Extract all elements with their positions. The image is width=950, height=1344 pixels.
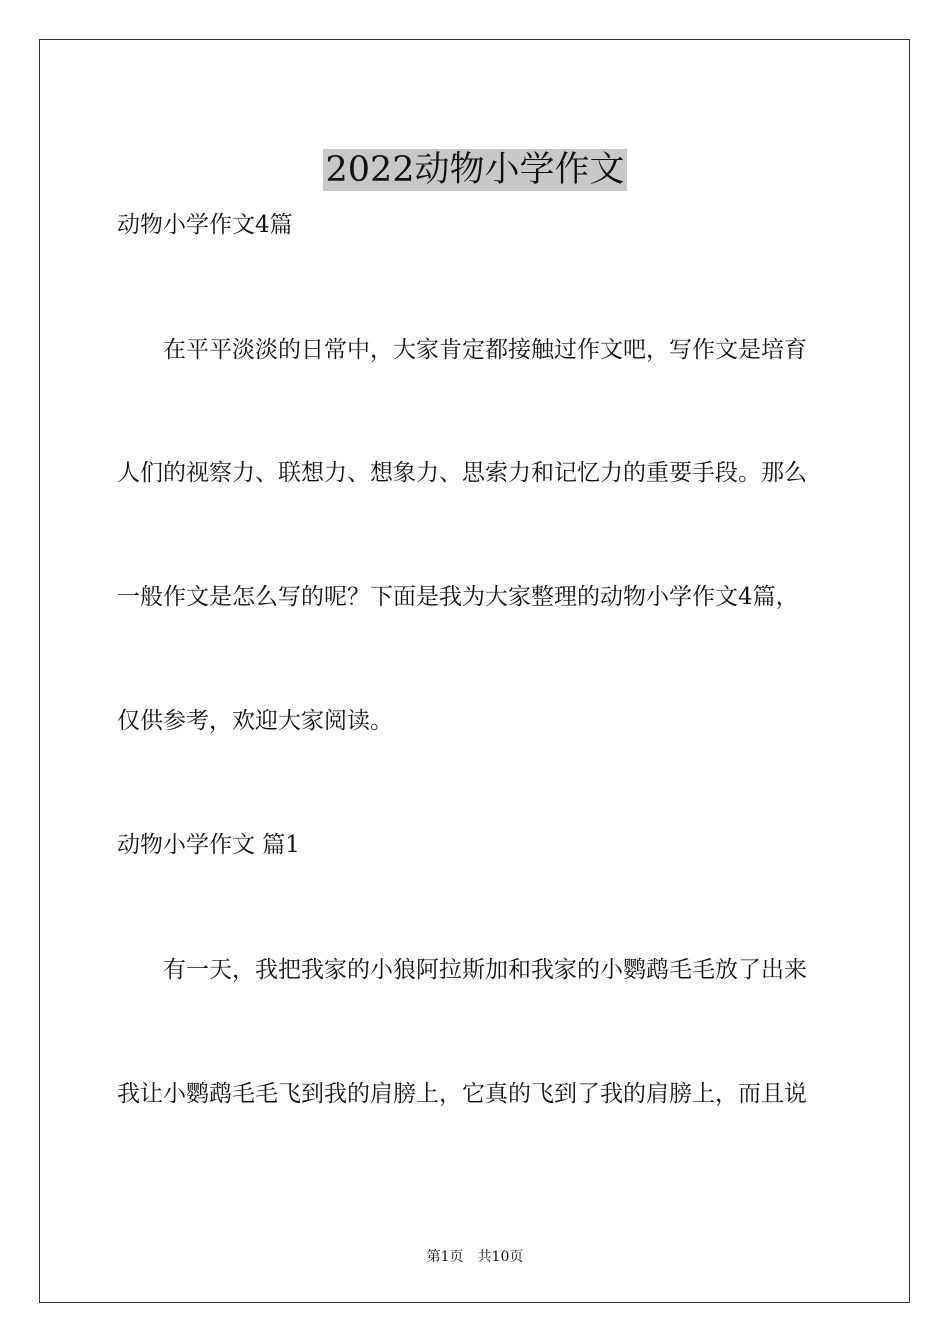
paragraph-line-3: 一般作文是怎么写的呢？下面是我为大家整理的动物小学作文4篇，	[117, 584, 799, 610]
paragraph-line-2: 人们的视察力、联想力、想象力、思索力和记忆力的重要手段。那么	[117, 460, 807, 486]
paragraph-line-4: 仅供参考，欢迎大家阅读。	[117, 708, 393, 734]
section-heading: 动物小学作文 篇1	[117, 832, 300, 858]
page-number: 第1页	[426, 1249, 464, 1265]
page-total: 共10页	[477, 1249, 524, 1265]
title-container	[0, 126, 950, 215]
section-line-1: 有一天，我把我家的小狼阿拉斯加和我家的小鹦鹉毛毛放了出来	[163, 957, 807, 983]
section-line-2: 我让小鹦鹉毛毛飞到我的肩膀上，它真的飞到了我的肩膀上，而且说	[117, 1081, 807, 1107]
paragraph-line-1: 在平平淡淡的日常中，大家肯定都接触过作文吧，写作文是培育	[163, 337, 807, 363]
page-footer	[0, 1248, 950, 1266]
document-subtitle: 动物小学作文4篇	[117, 212, 293, 238]
document-title: 2022动物小学作文	[325, 150, 625, 191]
